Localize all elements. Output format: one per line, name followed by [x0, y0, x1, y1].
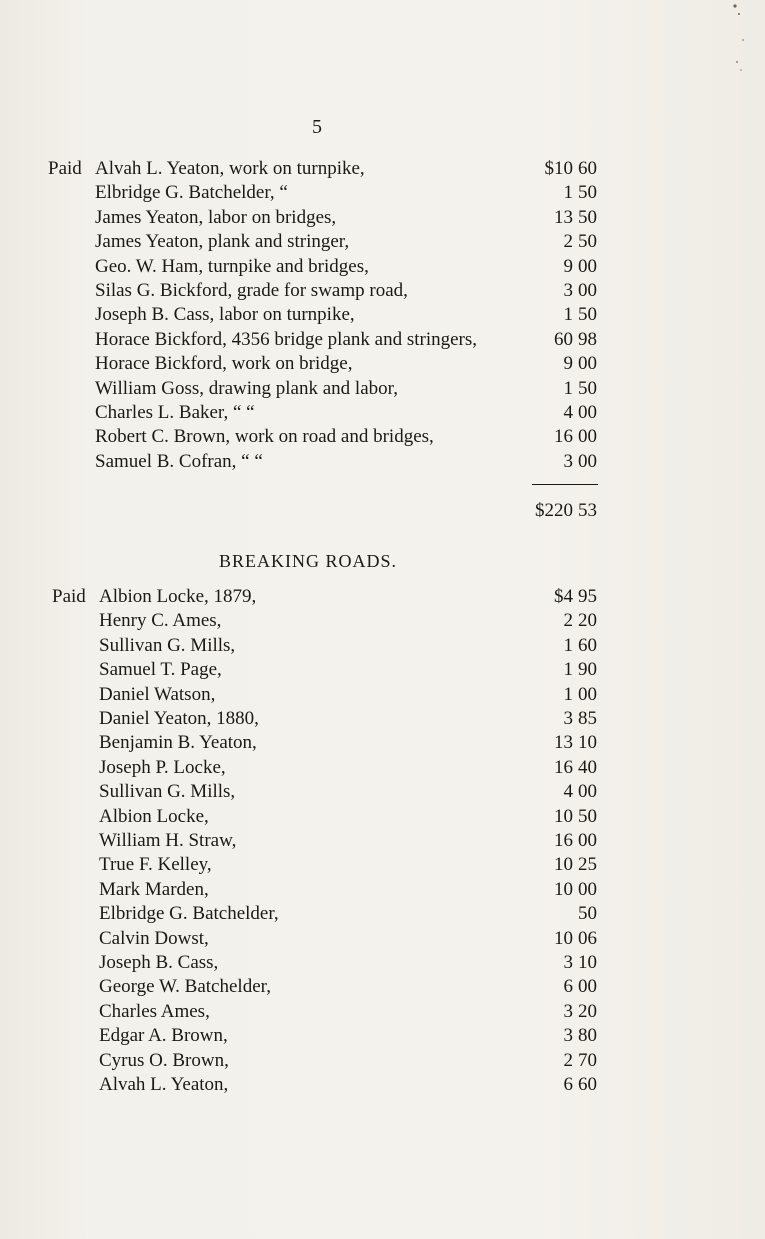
amount-cents: 00	[578, 683, 597, 705]
payee-description: Cyrus O. Brown,	[99, 1049, 229, 1071]
amount	[564, 658, 598, 682]
amount-dollars: 13	[554, 206, 573, 228]
payee-description: James Yeaton, plank and stringer,	[95, 231, 350, 253]
amount-dollars: 3	[563, 708, 573, 729]
paid-label: Paid	[52, 586, 86, 607]
ledger-row	[0, 805, 765, 829]
payee-description: Horace Bickford, work on bridge,	[95, 353, 353, 375]
amount-cents: 98	[578, 328, 597, 350]
payee-description: Daniel Watson,	[99, 683, 216, 705]
amount-dollars: 3	[563, 450, 573, 472]
ledger-row	[0, 853, 765, 877]
amount-dollars: 1	[563, 182, 573, 204]
payee-description: Elbridge G. Batchelder, “	[95, 182, 288, 204]
payee-description: George W. Batchelder,	[99, 976, 271, 998]
ledger-row	[0, 1000, 765, 1024]
ledger-row	[0, 1024, 765, 1048]
amount	[564, 609, 598, 633]
amount-dollars: 6	[563, 1074, 573, 1095]
payee-description: Albion Locke,	[99, 805, 209, 827]
amount-cents: 00	[578, 426, 597, 448]
payee-description: Geo. W. Ham, turnpike and bridges,	[95, 255, 369, 277]
amount	[564, 181, 598, 205]
total-rule	[532, 484, 598, 485]
amount	[564, 1000, 598, 1024]
amount	[564, 377, 598, 401]
amount-dollars: 1	[563, 377, 573, 399]
ledger-row	[0, 450, 765, 474]
ledger-row	[0, 902, 765, 926]
amount-cents: 00	[578, 781, 597, 803]
ledger-row	[0, 731, 765, 755]
amount-dollars: 13	[554, 732, 573, 754]
amount-dollars: 2	[563, 1049, 573, 1071]
payee-description: Daniel Yeaton, 1880,	[99, 708, 259, 729]
ledger-row	[0, 352, 765, 376]
amount-dollars: 1	[563, 659, 573, 681]
amount-dollars: 1	[563, 634, 573, 656]
amount	[564, 279, 598, 303]
ledger-row	[0, 780, 765, 804]
amount	[554, 927, 597, 951]
ledger-row	[0, 425, 765, 449]
amount-cents: 10	[578, 732, 597, 754]
amount	[554, 805, 597, 829]
ledger-row	[0, 230, 765, 254]
amount	[564, 951, 598, 975]
paper-specks	[655, 0, 765, 90]
ledger-row	[0, 975, 765, 999]
ledger-row	[0, 878, 765, 902]
payee-description: Alvah L. Yeaton, work on turnpike,	[95, 158, 365, 179]
page-number: 5	[312, 116, 322, 138]
amount-cents: 10	[578, 952, 597, 973]
amount-cents: 50	[578, 805, 597, 827]
ledger-row	[0, 255, 765, 279]
ledger-row	[0, 634, 765, 658]
ledger-row	[0, 829, 765, 853]
amount	[564, 450, 598, 474]
section-heading-breaking-roads: BREAKING ROADS.	[219, 551, 398, 571]
amount	[564, 255, 598, 279]
payee-description: True F. Kelley,	[99, 854, 212, 876]
ledger-row	[0, 206, 765, 230]
amount-cents: 20	[578, 610, 597, 632]
payee-description: Charles L. Baker, “ “	[95, 402, 255, 423]
amount-dollars: 10	[554, 805, 573, 827]
amount-cents: 00	[578, 450, 597, 472]
amount-cents: 20	[578, 1000, 597, 1022]
payee-description: Calvin Dowst,	[99, 927, 209, 949]
section-total	[535, 499, 597, 523]
amount-dollars: 3	[563, 1000, 573, 1022]
amount-cents: 85	[578, 708, 597, 729]
amount-cents: 50	[578, 377, 597, 399]
amount-dollars: 10	[554, 878, 573, 900]
payee-description: Silas G. Bickford, grade for swamp road,	[95, 280, 408, 301]
amount-cents: 50	[578, 231, 597, 253]
amount-dollars: 9	[563, 255, 573, 277]
amount-dollars: 4	[563, 402, 573, 423]
amount	[564, 683, 598, 707]
payee-description: James Yeaton, labor on bridges,	[95, 206, 337, 228]
amount	[554, 878, 597, 902]
amount	[564, 352, 598, 376]
ledger-row	[0, 585, 765, 609]
amount	[554, 853, 597, 877]
amount-dollars: 1	[563, 304, 573, 326]
amount-dollars: 4	[563, 781, 573, 803]
amount-dollars: 10	[554, 927, 573, 949]
ledger-row	[0, 951, 765, 975]
amount-cents: 90	[578, 659, 597, 681]
amount-dollars: 16	[554, 756, 573, 778]
amount-dollars: $10	[544, 158, 573, 179]
amount-cents: 00	[578, 353, 597, 375]
amount-cents: 25	[578, 854, 597, 876]
ledger-row	[0, 377, 765, 401]
amount	[573, 902, 597, 926]
amount-cents: 80	[578, 1025, 597, 1047]
amount	[564, 1073, 598, 1097]
payee-description: Sullivan G. Mills,	[99, 634, 236, 656]
amount-cents: 60	[578, 1074, 597, 1095]
payee-description: Robert C. Brown, work on road and bridges,	[95, 426, 434, 448]
ledger-row	[0, 683, 765, 707]
amount-cents: 40	[578, 756, 597, 778]
amount-dollars: 16	[554, 830, 573, 851]
amount-dollars: 2	[563, 231, 573, 253]
payee-description: William Goss, drawing plank and labor,	[95, 377, 398, 399]
payee-description: Edgar A. Brown,	[99, 1025, 228, 1047]
ledger-row	[0, 328, 765, 352]
ledger-row	[0, 181, 765, 205]
ledger-row	[0, 303, 765, 327]
amount-dollars: 3	[563, 1025, 573, 1047]
amount	[554, 585, 597, 609]
payee-description: Joseph P. Locke,	[99, 756, 226, 778]
amount-cents: 95	[578, 586, 597, 607]
amount-cents: 60	[578, 158, 597, 179]
amount-cents: 60	[578, 634, 597, 656]
paid-label: Paid	[48, 158, 82, 179]
payee-description: William H. Straw,	[99, 830, 237, 851]
amount-dollars: 2	[563, 610, 573, 632]
payee-description: Joseph B. Cass, labor on turnpike,	[95, 304, 355, 326]
payee-description: Elbridge G. Batchelder,	[99, 903, 279, 925]
payee-description: Samuel T. Page,	[99, 659, 222, 681]
ledger-row	[0, 279, 765, 303]
amount-cents: 50	[578, 903, 597, 925]
amount	[554, 425, 597, 449]
amount-cents: 00	[578, 976, 597, 998]
amount-dollars: $4	[554, 586, 573, 607]
amount	[564, 401, 598, 425]
amount	[564, 1024, 598, 1048]
payee-description: Samuel B. Cofran, “ “	[95, 450, 263, 472]
ledger-row	[0, 401, 765, 425]
amount	[554, 829, 597, 853]
amount-dollars: 10	[554, 854, 573, 876]
total-cents: 53	[578, 500, 597, 521]
ledger-row	[0, 157, 765, 181]
amount-dollars: 60	[554, 328, 573, 350]
payee-description: Albion Locke, 1879,	[99, 586, 257, 607]
ledger-row	[0, 707, 765, 731]
amount	[564, 303, 598, 327]
payee-description: Joseph B. Cass,	[99, 952, 219, 973]
amount-dollars: 6	[563, 976, 573, 998]
amount-cents: 00	[578, 255, 597, 277]
ledger-row	[0, 756, 765, 780]
amount	[545, 157, 598, 181]
amount	[564, 975, 598, 999]
amount-cents: 00	[578, 280, 597, 301]
payee-description: Sullivan G. Mills,	[99, 781, 236, 803]
amount-cents: 00	[578, 402, 597, 423]
amount-cents: 06	[578, 927, 597, 949]
ledger-row	[0, 658, 765, 682]
payee-description: Henry C. Ames,	[99, 610, 222, 632]
payee-description: Alvah L. Yeaton,	[99, 1074, 229, 1095]
payee-description: Benjamin B. Yeaton,	[99, 732, 257, 754]
amount	[564, 230, 598, 254]
ledger-row	[0, 1073, 765, 1097]
ledger-row	[0, 609, 765, 633]
amount-dollars: 3	[563, 280, 573, 301]
ledger-row	[0, 927, 765, 951]
amount	[554, 756, 597, 780]
amount-dollars: 9	[563, 353, 573, 375]
amount-dollars: 3	[563, 952, 573, 973]
ledger-row	[0, 1049, 765, 1073]
payee-description: Charles Ames,	[99, 1000, 210, 1022]
amount-cents: 00	[578, 830, 597, 851]
amount-cents: 70	[578, 1049, 597, 1071]
amount-cents: 50	[578, 206, 597, 228]
amount	[554, 731, 597, 755]
amount-dollars: 16	[554, 426, 573, 448]
payee-description: Horace Bickford, 4356 bridge plank and stringers,	[95, 328, 478, 350]
amount-cents: 50	[578, 182, 597, 204]
total-dollars: $220	[535, 500, 573, 521]
amount	[564, 1049, 598, 1073]
amount	[564, 780, 598, 804]
amount-dollars: 1	[563, 683, 573, 705]
amount-cents: 00	[578, 878, 597, 900]
amount	[564, 634, 598, 658]
amount-cents: 50	[578, 304, 597, 326]
payee-description: Mark Marden,	[99, 878, 209, 900]
amount	[564, 707, 598, 731]
amount	[554, 206, 597, 230]
amount	[554, 328, 597, 352]
